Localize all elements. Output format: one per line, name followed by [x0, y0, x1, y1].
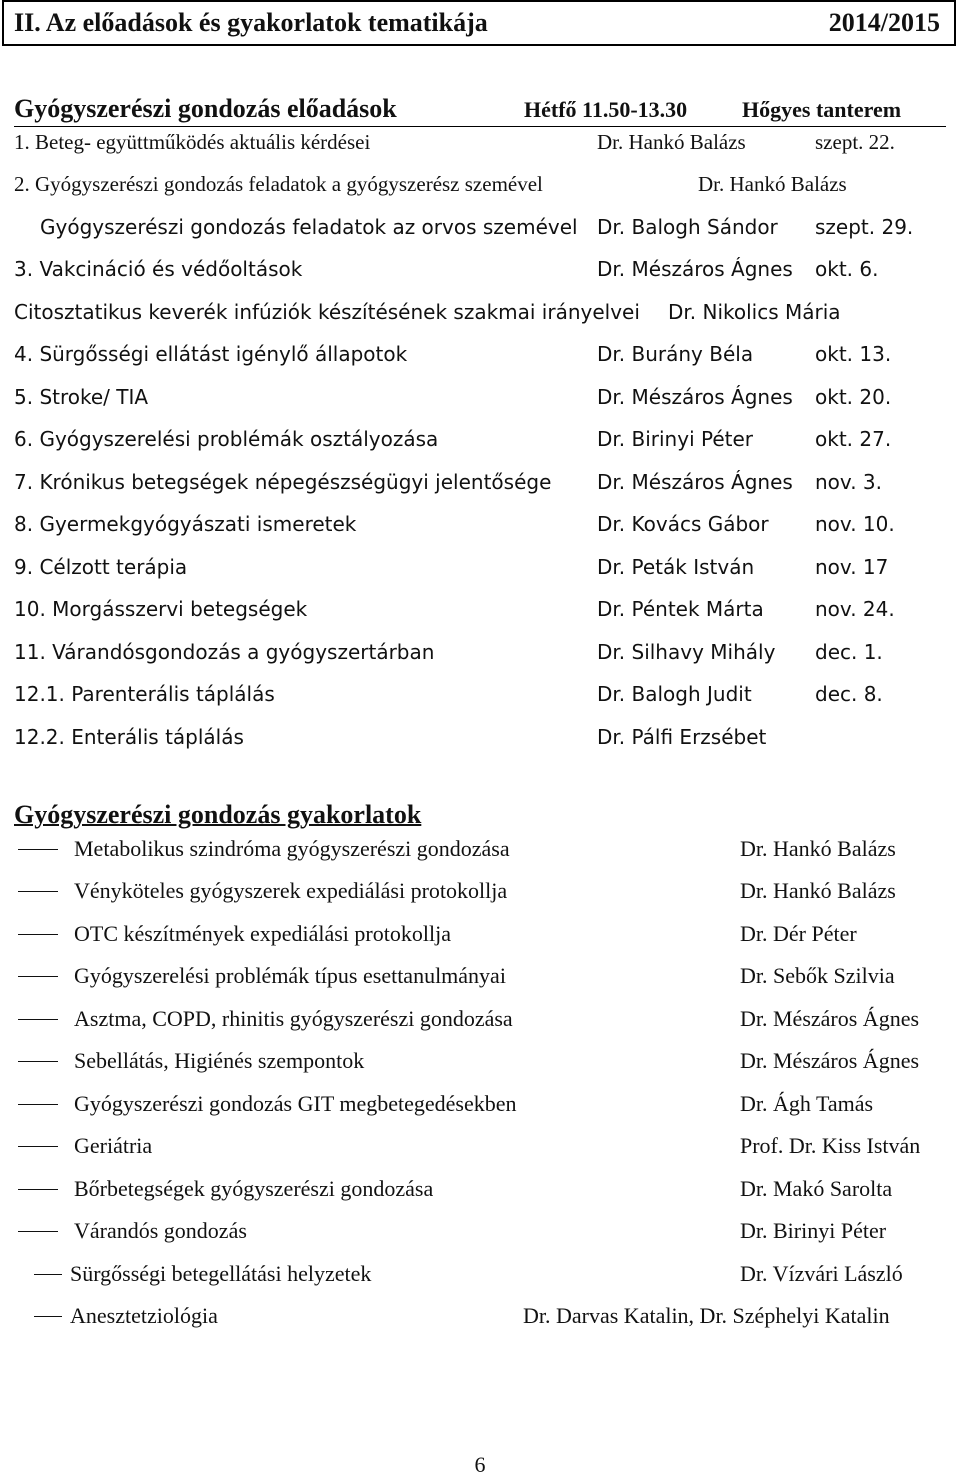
dash-bullet-icon	[18, 1019, 58, 1020]
lecture-row	[0, 172, 960, 202]
practical-lecturer: Prof. Dr. Kiss István	[740, 1133, 921, 1158]
lecture-lecturer: Dr. Mészáros Ágnes	[597, 470, 793, 494]
practical-lecturer: Dr. Mészáros Ágnes	[740, 1006, 920, 1031]
practical-topic: Metabolikus szindróma gyógyszerészi gondozása	[74, 836, 510, 861]
lecture-topic: 12.1. Parenterális táplálás	[14, 682, 275, 706]
practical-topic: Gyógyszerészi gondozás GIT megbetegedésekben	[74, 1091, 517, 1116]
practical-row	[0, 1261, 960, 1293]
practical-row	[0, 1218, 960, 1250]
practical-lecturer: Dr. Makó Sarolta	[740, 1176, 893, 1201]
lecture-topic: 3. Vakcináció és védőoltások	[14, 257, 303, 281]
practical-lecturer: Dr. Mészáros Ágnes	[740, 1048, 920, 1073]
practical-row	[0, 963, 960, 995]
practical-topic: Geriátria	[74, 1133, 153, 1158]
lecture-lecturer: Dr. Silhavy Mihály	[597, 640, 776, 664]
lecture-date: nov. 17	[815, 555, 889, 579]
lecture-topic: 4. Sürgősségi ellátást igénylő állapotok	[14, 342, 408, 366]
practical-topic: Anesztetziológia	[70, 1303, 218, 1328]
lecture-topic: Citosztatikus keverék infúziók készítésének szakmai irányelvei	[14, 300, 640, 324]
lecture-row	[0, 257, 960, 287]
lecture-date: dec. 8.	[815, 682, 883, 706]
practical-topic: Várandós gondozás	[74, 1218, 247, 1243]
practical-row	[0, 836, 960, 868]
header-box	[2, 0, 956, 46]
practical-lecturer: Dr. Vízvári László	[740, 1261, 903, 1286]
lecture-row	[0, 597, 960, 627]
lecture-lecturer: Dr. Burány Béla	[597, 342, 754, 366]
lecture-topic: 1. Beteg- együttműködés aktuális kérdései	[14, 130, 371, 154]
practical-row	[0, 1303, 960, 1335]
practical-lecturer: Dr. Hankó Balázs	[740, 878, 896, 903]
practical-lecturer: Dr. Darvas Katalin, Dr. Széphelyi Katalin	[523, 1303, 890, 1328]
lecture-date: okt. 13.	[815, 342, 892, 366]
lecture-date: dec. 1.	[815, 640, 883, 664]
practical-topic: Sebellátás, Higiénés szempontok	[74, 1048, 365, 1073]
lecture-date: okt. 6.	[815, 257, 879, 281]
lecture-topic: 7. Krónikus betegségek népegészségügyi jelentősége	[14, 470, 552, 494]
lecture-date: okt. 20.	[815, 385, 892, 409]
lecture-row	[0, 300, 960, 330]
lecture-row	[0, 682, 960, 712]
practical-lecturer: Dr. Birinyi Péter	[740, 1218, 887, 1243]
practical-row	[0, 921, 960, 953]
lecture-lecturer: Dr. Birinyi Péter	[597, 427, 754, 451]
lecture-date: szept. 29.	[815, 215, 914, 239]
lecture-row	[0, 130, 960, 160]
lecture-topic: 9. Célzott terápia	[14, 555, 188, 579]
lectures-schedule: Hétfő 11.50-13.30	[524, 97, 688, 122]
lecture-lecturer: Dr. Mészáros Ágnes	[597, 385, 793, 409]
lecture-row	[0, 385, 960, 415]
practical-topic: Vényköteles gyógyszerek expediálási protokollja	[74, 878, 508, 903]
lecture-lecturer: Dr. Péntek Márta	[597, 597, 764, 621]
lecture-lecturer: Dr. Balogh Judit	[597, 682, 752, 706]
dash-bullet-icon	[18, 976, 58, 977]
lecture-topic: 11. Várandósgondozás a gyógyszertárban	[14, 640, 435, 664]
practical-row	[0, 1091, 960, 1123]
practical-lecturer: Dr. Hankó Balázs	[740, 836, 896, 861]
lecture-row	[0, 640, 960, 670]
lecture-date: nov. 24.	[815, 597, 895, 621]
lecture-row	[0, 512, 960, 542]
dash-bullet-icon	[18, 891, 58, 892]
practical-row	[0, 1006, 960, 1038]
practical-lecturer: Dr. Dér Péter	[740, 921, 857, 946]
practical-topic: OTC készítmények expediálási protokollja	[74, 921, 451, 946]
lecture-row	[0, 342, 960, 372]
lecture-lecturer: Dr. Balogh Sándor	[597, 215, 778, 239]
lecture-row	[0, 427, 960, 457]
lecture-topic: 12.2. Enterális táplálás	[14, 725, 244, 749]
academic-year: 2014/2015	[828, 8, 940, 37]
lecture-lecturer: Dr. Peták István	[597, 555, 755, 579]
dash-bullet-icon	[18, 1146, 58, 1147]
practical-topic: Sürgősségi betegellátási helyzetek	[70, 1261, 372, 1286]
lecture-topic: 2. Gyógyszerészi gondozás feladatok a gyógyszerész szemével	[14, 172, 543, 196]
dash-bullet-icon	[18, 1104, 58, 1105]
lecture-lecturer: Dr. Kovács Gábor	[597, 512, 769, 536]
lecture-date: okt. 27.	[815, 427, 892, 451]
lecture-lecturer: Dr. Mészáros Ágnes	[597, 257, 793, 281]
lecture-topic: Gyógyszerészi gondozás feladatok az orvos szemével	[40, 215, 578, 239]
practical-row	[0, 1048, 960, 1080]
lecture-row	[0, 555, 960, 585]
page-number: 6	[474, 1452, 486, 1477]
lecture-lecturer: Dr. Hankó Balázs	[698, 172, 847, 196]
dash-bullet-icon	[34, 1316, 62, 1317]
lecture-row	[0, 470, 960, 500]
lecture-lecturer: Dr. Nikolics Mária	[668, 300, 841, 324]
lecture-topic: 5. Stroke/ TIA	[14, 385, 149, 409]
practical-row	[0, 878, 960, 910]
dash-bullet-icon	[34, 1274, 62, 1275]
practical-topic: Bőrbetegségek gyógyszerészi gondozása	[74, 1176, 434, 1201]
lectures-room: Hőgyes tanterem	[742, 97, 902, 122]
dash-bullet-icon	[18, 934, 58, 935]
lecture-topic: 10. Morgásszervi betegségek	[14, 597, 308, 621]
dash-bullet-icon	[18, 1189, 58, 1190]
dash-bullet-icon	[18, 1231, 58, 1232]
practical-row	[0, 1176, 960, 1208]
practical-topic: Asztma, COPD, rhinitis gyógyszerészi gondozása	[74, 1006, 513, 1031]
lecture-lecturer: Dr. Hankó Balázs	[597, 130, 746, 154]
lecture-topic: 6. Gyógyszerelési problémák osztályozása	[14, 427, 439, 451]
lecture-date: nov. 3.	[815, 470, 882, 494]
practicals-section-title: Gyógyszerészi gondozás gyakorlatok	[14, 800, 422, 829]
lecture-row	[0, 215, 960, 245]
dash-bullet-icon	[18, 1061, 58, 1062]
lecture-date: nov. 10.	[815, 512, 895, 536]
page-title: II. Az előadások és gyakorlatok tematikája	[14, 8, 488, 37]
practical-lecturer: Dr. Sebők Szilvia	[740, 963, 895, 988]
practical-row	[0, 1133, 960, 1165]
lectures-section-title: Gyógyszerészi gondozás előadások	[14, 94, 397, 123]
lecture-date: szept. 22.	[815, 130, 895, 154]
practical-lecturer: Dr. Ágh Tamás	[740, 1091, 874, 1116]
section-divider	[14, 126, 946, 127]
lecture-topic: 8. Gyermekgyógyászati ismeretek	[14, 512, 357, 536]
practical-topic: Gyógyszerelési problémák típus esettanulmányai	[74, 963, 506, 988]
lecture-lecturer: Dr. Pálfi Erzsébet	[597, 725, 767, 749]
dash-bullet-icon	[18, 849, 58, 850]
lecture-row	[0, 725, 960, 755]
